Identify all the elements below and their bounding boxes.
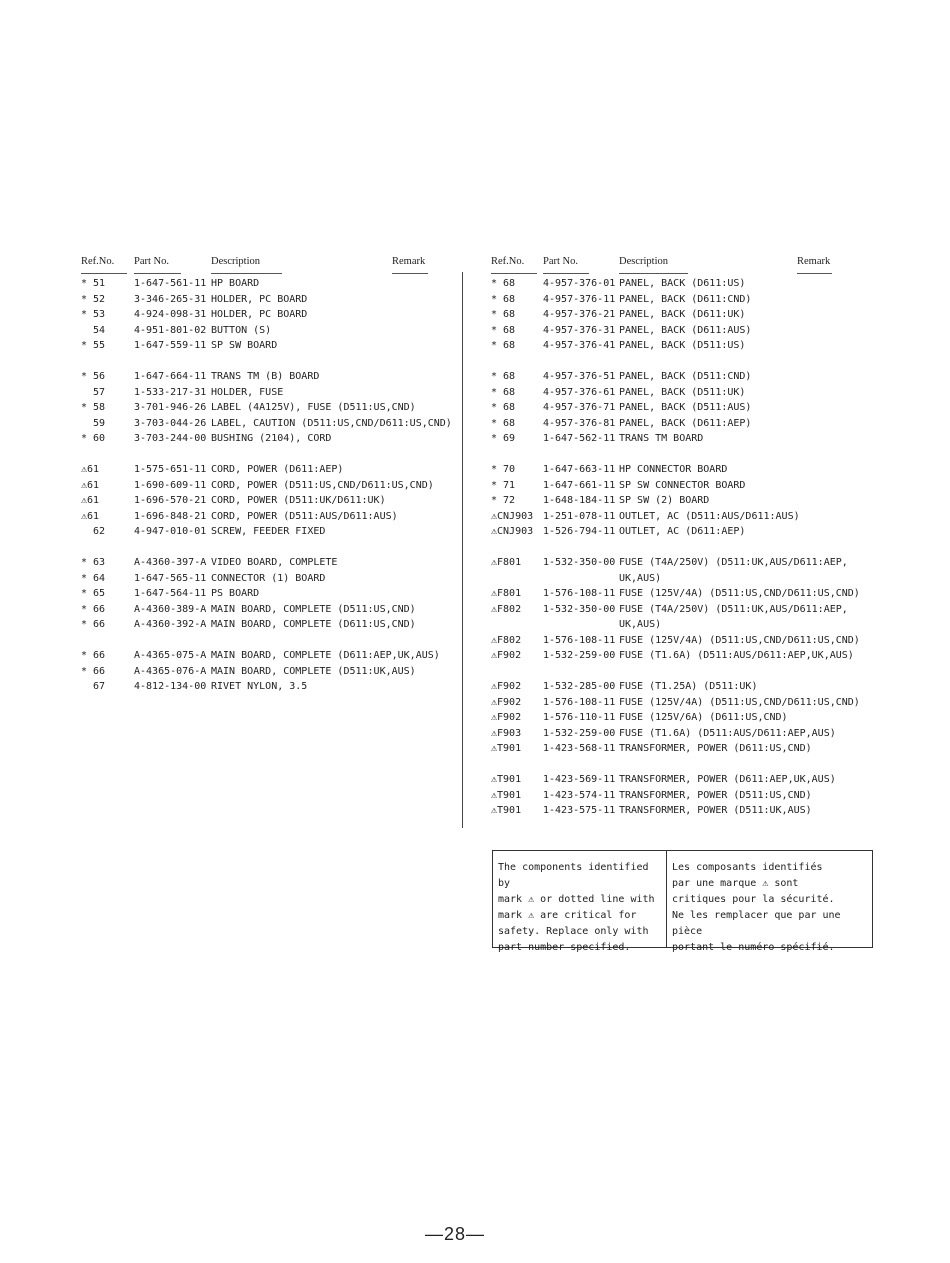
ref-number: * 58 — [81, 402, 106, 413]
part-number: 1-423-575-11 — [543, 805, 616, 816]
notice-line: The components identified by — [498, 862, 649, 889]
part-number: 1-533-217-31 — [134, 386, 207, 398]
part-description: PANEL, BACK (D611:US) — [619, 278, 746, 289]
part-number: A-4360-392-A — [134, 619, 207, 630]
part-description: LABEL (4A125V), FUSE (D511:US,CND) — [211, 402, 416, 413]
part-description: CORD, POWER (D611:AEP) — [211, 464, 344, 475]
part-number: 1-647-664-11 — [134, 371, 207, 382]
part-description: FUSE (125V/4A) (D511:US,CND/D611:US,CND) — [619, 588, 860, 599]
ref-number: ⚠61 — [81, 495, 100, 506]
part-description: CORD, POWER (D511:UK/D611:UK) — [211, 495, 386, 506]
part-number: 1-575-651-11 — [134, 464, 207, 475]
parts-row — [491, 741, 841, 757]
part-number: 4-924-098-31 — [134, 309, 207, 320]
ref-number: ⚠F802 — [491, 603, 522, 615]
notice-line: part number specified. — [498, 942, 631, 953]
parts-row — [81, 431, 441, 447]
notice-line: portant le numéro spécifié. — [672, 942, 835, 953]
part-description: PANEL, BACK (D511:UK) — [619, 386, 746, 398]
row-spacer — [491, 447, 841, 463]
part-number: 1-423-569-11 — [543, 774, 616, 785]
parts-row — [491, 571, 841, 587]
ref-number: * 71 — [491, 479, 516, 491]
parts-row — [81, 416, 452, 432]
part-number: A-4365-076-A — [134, 665, 207, 677]
ref-number: * 69 — [491, 433, 516, 444]
ref-number: ⚠F801 — [491, 588, 522, 599]
ref-number: * 68 — [491, 386, 516, 398]
parts-row — [491, 478, 841, 494]
ref-number: * 68 — [491, 309, 516, 320]
ref-number: ⚠F902 — [491, 712, 522, 723]
part-description: LABEL, CAUTION (D511:US,CND/D611:US,CND) — [211, 417, 452, 429]
part-number: 1-647-561-11 — [134, 278, 207, 289]
part-number: 4-812-134-00 — [134, 681, 207, 692]
part-description: BUSHING (2104), CORD — [211, 433, 332, 444]
parts-row — [491, 648, 854, 664]
part-description: PANEL, BACK (D611:CND) — [619, 293, 752, 305]
parts-row — [81, 292, 441, 308]
part-description: FUSE (125V/4A) (D511:US,CND/D611:US,CND) — [619, 634, 860, 646]
part-number: 4-957-376-01 — [543, 278, 616, 289]
part-description: TRANSFORMER, POWER (D611:US,CND) — [619, 743, 812, 754]
parts-row — [81, 385, 441, 401]
part-description: RIVET NYLON, 3.5 — [211, 681, 308, 692]
ref-number: 57 — [81, 386, 106, 398]
left-table-header — [81, 254, 441, 276]
header-underline — [619, 273, 688, 274]
parts-row — [81, 648, 441, 664]
page-number: —28— — [424, 1224, 486, 1244]
part-number: 1-576-108-11 — [543, 588, 616, 599]
parts-row — [491, 416, 841, 432]
parts-row — [81, 493, 441, 509]
parts-row — [81, 323, 441, 339]
part-number: 1-576-110-11 — [543, 712, 616, 723]
ref-number: * 60 — [81, 433, 106, 444]
part-number: 1-532-350-00 — [543, 557, 616, 568]
parts-row — [491, 617, 841, 633]
ref-number: * 66 — [81, 665, 106, 677]
header-underline — [491, 273, 537, 274]
parts-row — [491, 462, 841, 478]
ref-number: 67 — [81, 681, 106, 692]
ref-number: * 56 — [81, 371, 106, 382]
remark-header: Remark — [797, 256, 831, 267]
part-number: 1-576-108-11 — [543, 634, 616, 646]
remark-header: Remark — [392, 256, 426, 267]
ref-number: * 63 — [81, 557, 106, 568]
parts-row — [81, 276, 441, 292]
part-description: HP BOARD — [211, 278, 260, 289]
parts-row — [81, 617, 441, 633]
description-header: Description — [619, 256, 668, 267]
part-description: PANEL, BACK (D511:US) — [619, 340, 746, 351]
part-description: OUTLET, AC (D511:AUS/D611:AUS) — [619, 510, 800, 522]
part-description: MAIN BOARD, COMPLETE (D611:AEP,UK,AUS) — [211, 650, 440, 661]
part-number: 4-947-010-01 — [134, 526, 207, 537]
parts-row — [81, 602, 441, 618]
part-description: SCREW, FEEDER FIXED — [211, 526, 326, 537]
ref-number: * 68 — [491, 402, 516, 413]
parts-row — [81, 462, 441, 478]
safety-notice — [492, 850, 873, 953]
header-underline — [797, 273, 832, 274]
ref-number: * 65 — [81, 588, 106, 599]
left-rows — [81, 276, 452, 695]
part-description: PANEL, BACK (D611:AEP) — [619, 417, 752, 429]
parts-row — [491, 679, 841, 695]
ref-number: ⚠CNJ903 — [491, 526, 534, 537]
part-number: 4-957-376-51 — [543, 371, 616, 382]
row-spacer — [81, 633, 441, 649]
header-underline — [134, 273, 181, 274]
parts-row — [81, 338, 441, 354]
part-number: 1-251-078-11 — [543, 510, 616, 522]
part-number: 1-423-568-11 — [543, 743, 616, 754]
part-description: UK,AUS) — [619, 572, 662, 584]
part-number: 1-647-565-11 — [134, 572, 207, 584]
part-description: FUSE (T1.6A) (D511:AUS/D611:AEP,UK,AUS) — [619, 650, 854, 661]
part-description: FUSE (T4A/250V) (D511:UK,AUS/D611:AEP, — [619, 603, 848, 615]
ref-number: * 51 — [81, 278, 106, 289]
ref-number: * 68 — [491, 293, 516, 305]
description-header: Description — [211, 256, 260, 267]
part-description: PANEL, BACK (D611:AUS) — [619, 324, 752, 336]
part-number: 4-957-376-81 — [543, 417, 616, 429]
parts-row — [491, 493, 841, 509]
parts-row — [491, 695, 860, 711]
part-description: PANEL, BACK (D611:UK) — [619, 309, 746, 320]
parts-row — [81, 524, 441, 540]
parts-row — [491, 726, 841, 742]
parts-row — [81, 509, 441, 525]
part-description: HOLDER, PC BOARD — [211, 293, 308, 305]
part-description: PS BOARD — [211, 588, 260, 599]
ref-number: ⚠F801 — [491, 557, 522, 568]
column-divider — [462, 272, 463, 828]
notice-line: critiques pour la sécurité. — [672, 894, 835, 905]
parts-row — [81, 664, 441, 680]
parts-row — [491, 602, 848, 618]
ref-number: ⚠61 — [81, 479, 100, 491]
ref-number: 62 — [81, 526, 106, 537]
part-number: 4-951-801-02 — [134, 324, 207, 336]
part-description: SP SW BOARD — [211, 340, 278, 351]
part-number: 4-957-376-31 — [543, 324, 616, 336]
part-number: A-4360-397-A — [134, 557, 207, 568]
ref-number: * 70 — [491, 464, 516, 475]
left-parts-table — [81, 254, 452, 695]
part-number: 1-696-570-21 — [134, 495, 207, 506]
header-underline — [211, 273, 282, 274]
part-description: FUSE (125V/4A) (D511:US,CND/D611:US,CND) — [619, 696, 860, 708]
part-number: 1-526-794-11 — [543, 526, 616, 537]
ref-number: ⚠T901 — [491, 774, 522, 785]
ref-number: ⚠CNJ903 — [491, 510, 534, 522]
part-number: 1-696-848-21 — [134, 510, 207, 522]
part-number: 1-647-564-11 — [134, 588, 207, 599]
ref-number: ⚠T901 — [491, 789, 522, 801]
header-underline — [81, 273, 127, 274]
ref-number: * 72 — [491, 495, 516, 506]
ref-number: * 66 — [81, 603, 106, 615]
part-number: A-4365-075-A — [134, 650, 207, 661]
ref-number: ⚠61 — [81, 510, 100, 522]
parts-row — [491, 509, 841, 525]
part-description: OUTLET, AC (D611:AEP) — [619, 526, 746, 537]
row-spacer — [491, 540, 841, 556]
ref-number: ⚠F903 — [491, 727, 522, 739]
part-number: 1-423-574-11 — [543, 789, 616, 801]
right-rows — [491, 276, 860, 819]
ref-number: ⚠F802 — [491, 634, 522, 646]
ref-number: * 68 — [491, 371, 516, 382]
part-description: TRANSFORMER, POWER (D611:AEP,UK,AUS) — [619, 774, 836, 785]
row-spacer — [81, 354, 441, 370]
part-description: HOLDER, PC BOARD — [211, 309, 308, 320]
ref-number: ⚠61 — [81, 464, 100, 475]
part-description: PANEL, BACK (D511:CND) — [619, 371, 752, 382]
part-description: SP SW (2) BOARD — [619, 495, 710, 506]
part-description: FUSE (T4A/250V) (D511:UK,AUS/D611:AEP, — [619, 557, 848, 568]
parts-row — [491, 524, 841, 540]
ref-number: * 68 — [491, 417, 516, 429]
part-number: 4-957-376-41 — [543, 340, 616, 351]
part-description: HOLDER, FUSE — [211, 386, 284, 398]
notice-line: par une marque ⚠ sont — [672, 878, 799, 889]
part-number: 1-648-184-11 — [543, 495, 616, 506]
parts-row — [81, 478, 441, 494]
parts-row — [491, 431, 841, 447]
part-number: 3-701-946-26 — [134, 402, 207, 413]
part-description: MAIN BOARD, COMPLETE (D511:US,CND) — [211, 603, 416, 615]
right-table-header — [491, 254, 841, 276]
ref-number: * 68 — [491, 278, 516, 289]
row-spacer — [491, 354, 841, 370]
ref-number: ⚠T901 — [491, 805, 522, 816]
ref-no-header: Ref.No. — [81, 256, 115, 267]
parts-row — [81, 555, 441, 571]
part-description: VIDEO BOARD, COMPLETE — [211, 557, 338, 568]
parts-row — [491, 276, 841, 292]
parts-row — [491, 323, 841, 339]
part-number: 4-957-376-71 — [543, 402, 616, 413]
row-spacer — [491, 664, 841, 680]
part-description: CORD, POWER (D511:US,CND/D611:US,CND) — [211, 479, 434, 491]
part-number: 1-576-108-11 — [543, 696, 616, 708]
part-description: TRANSFORMER, POWER (D511:UK,AUS) — [619, 805, 812, 816]
ref-number: 54 — [81, 324, 106, 336]
parts-row — [491, 400, 841, 416]
parts-row — [81, 369, 441, 385]
part-description: PANEL, BACK (D511:AUS) — [619, 402, 752, 413]
parts-row — [491, 788, 841, 804]
row-spacer — [491, 757, 841, 773]
part-number: 4-957-376-21 — [543, 309, 616, 320]
parts-row — [491, 292, 841, 308]
parts-row — [491, 772, 841, 788]
part-number: 3-703-044-26 — [134, 417, 207, 429]
ref-number: * 52 — [81, 293, 106, 305]
part-number: 3-703-244-00 — [134, 433, 207, 444]
part-number: A-4360-389-A — [134, 603, 207, 615]
parts-row — [81, 307, 441, 323]
notice-line: mark ⚠ or dotted line with — [498, 894, 655, 905]
parts-row — [491, 369, 841, 385]
right-parts-table — [491, 254, 860, 819]
safety-notice-french — [667, 851, 872, 953]
part-description: MAIN BOARD, COMPLETE (D611:US,CND) — [211, 619, 416, 630]
notice-line: safety. Replace only with — [498, 926, 649, 937]
parts-row — [81, 571, 441, 587]
ref-number: * 66 — [81, 619, 106, 630]
part-description: HP CONNECTOR BOARD — [619, 464, 728, 475]
part-description: FUSE (T1.25A) (D511:UK) — [619, 681, 758, 692]
part-description: BUTTON (S) — [211, 324, 272, 336]
part-number: 1-647-663-11 — [543, 464, 616, 475]
ref-number: * 64 — [81, 572, 106, 584]
part-description: TRANS TM BOARD — [619, 433, 704, 444]
ref-number: * 66 — [81, 650, 106, 661]
header-underline — [392, 273, 428, 274]
ref-no-header: Ref.No. — [491, 256, 525, 267]
notice-line: Ne les remplacer que par une pièce — [672, 910, 841, 937]
parts-row — [491, 385, 841, 401]
part-description: FUSE (125V/6A) (D611:US,CND) — [619, 712, 788, 723]
part-description: TRANSFORMER, POWER (D511:US,CND) — [619, 789, 812, 801]
parts-row — [491, 307, 841, 323]
ref-number: ⚠F902 — [491, 681, 522, 692]
part-description: CORD, POWER (D511:AUS/D611:AUS) — [211, 510, 398, 522]
parts-row — [491, 803, 841, 819]
part-description: TRANS TM (B) BOARD — [211, 371, 320, 382]
ref-number: 59 — [81, 417, 106, 429]
part-number: 4-957-376-61 — [543, 386, 616, 398]
row-spacer — [81, 447, 441, 463]
part-no-header: Part No. — [543, 256, 578, 267]
part-number: 1-647-559-11 — [134, 340, 207, 351]
parts-row — [491, 555, 848, 571]
part-description: SP SW CONNECTOR BOARD — [619, 479, 746, 491]
parts-row — [491, 633, 860, 649]
parts-row — [491, 710, 841, 726]
parts-row — [81, 400, 441, 416]
part-number: 1-532-285-00 — [543, 681, 616, 692]
part-number: 1-532-350-00 — [543, 603, 616, 615]
ref-number: ⚠F902 — [491, 696, 522, 708]
part-number: 1-690-609-11 — [134, 479, 207, 491]
part-description: MAIN BOARD, COMPLETE (D511:UK,AUS) — [211, 665, 416, 677]
part-number: 4-957-376-11 — [543, 293, 616, 305]
ref-number: * 53 — [81, 309, 106, 320]
notice-line: mark ⚠ are critical for — [498, 910, 637, 921]
parts-row — [81, 586, 441, 602]
part-number: 1-532-259-00 — [543, 650, 616, 661]
ref-number: * 55 — [81, 340, 106, 351]
ref-number: * 68 — [491, 324, 516, 336]
part-no-header: Part No. — [134, 256, 169, 267]
ref-number: * 68 — [491, 340, 516, 351]
part-number: 1-532-259-00 — [543, 727, 616, 739]
row-spacer — [81, 540, 441, 556]
part-description: CONNECTOR (1) BOARD — [211, 572, 326, 584]
ref-number: ⚠F902 — [491, 650, 522, 661]
safety-notice-english — [493, 851, 667, 953]
parts-row — [81, 679, 441, 695]
notice-line: Les composants identifiés — [672, 862, 823, 873]
part-number: 3-346-265-31 — [134, 293, 207, 305]
part-number: 1-647-562-11 — [543, 433, 616, 444]
part-description: UK,AUS) — [619, 619, 662, 630]
ref-number: ⚠T901 — [491, 743, 522, 754]
header-underline — [543, 273, 589, 274]
part-description: FUSE (T1.6A) (D511:AUS/D611:AEP,AUS) — [619, 727, 836, 739]
part-number: 1-647-661-11 — [543, 479, 616, 491]
parts-row — [491, 338, 841, 354]
parts-row — [491, 586, 860, 602]
